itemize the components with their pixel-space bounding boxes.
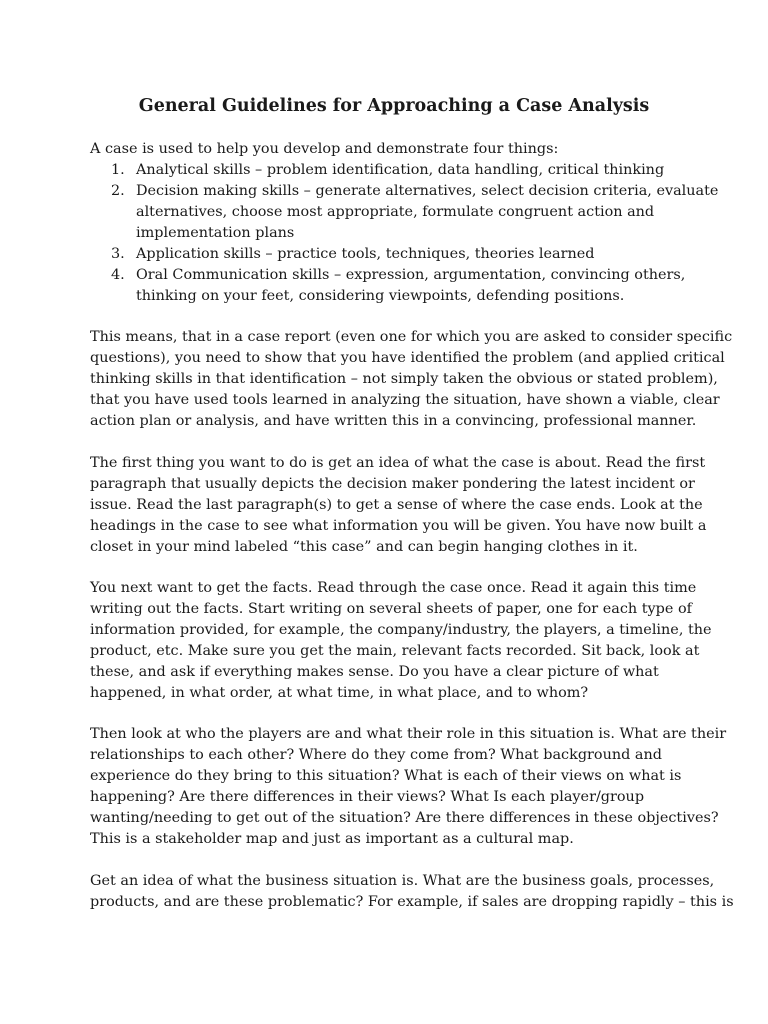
paragraph-line: Then look at who the players are and what their role in this situation is. What are their — [90, 726, 727, 742]
paragraph-get-facts — [90, 578, 712, 704]
paragraph-line: happening? Are there differences in their views? What Is each player/group — [90, 789, 645, 805]
paragraph-line: This is a stakeholder map and just as important as a cultural map. — [90, 831, 574, 847]
paragraph-line: wanting/needing to get out of the situation? Are there differences in these objectives? — [90, 810, 719, 826]
paragraph-line: thinking skills in that identification – not simply taken the obvious or stated problem), — [90, 371, 718, 387]
paragraph-line: You next want to get the facts. Read through the case once. Read it again this time — [90, 580, 697, 596]
paragraph-line: products, and are these problematic? For example, if sales are dropping rapidly – this is — [90, 894, 734, 910]
list-item — [90, 181, 719, 244]
paragraph-line: experience do they bring to this situation? What is each of their views on what is — [90, 768, 682, 784]
list-item-line: Decision making skills – generate alternatives, select decision criteria, evaluate — [136, 183, 719, 199]
list-item-line: Analytical skills – problem identification, data handling, critical thinking — [136, 162, 665, 178]
list-item-line: alternatives, choose most appropriate, formulate congruent action and — [136, 204, 655, 220]
paragraph-line: Get an idea of what the business situation is. What are the business goals, processes, — [90, 873, 715, 889]
document-title: General Guidelines for Approaching a Case Analysis — [138, 96, 650, 116]
list-number: 4. — [111, 267, 125, 283]
paragraph-line: action plan or analysis, and have written this in a convincing, professional manner. — [90, 413, 697, 429]
list-item-line: thinking on your feet, considering viewpoints, defending positions. — [136, 288, 625, 304]
paragraph-line: that you have used tools learned in analyzing the situation, have shown a viable, clear — [90, 392, 720, 408]
intro-text: A case is used to help you develop and demonstrate four things: — [90, 141, 559, 157]
list-item — [90, 244, 698, 265]
list-item-line: Application skills – practice tools, techniques, theories learned — [136, 246, 595, 262]
paragraph-line: writing out the facts. Start writing on several sheets of paper, one for each type of — [90, 601, 692, 617]
paragraph-line: happened, in what order, at what time, in what place, and to whom? — [90, 685, 589, 701]
paragraph-line: This means, that in a case report (even one for which you are asked to consider specific — [90, 329, 733, 345]
paragraph-line: The first thing you want to do is get an idea of what the case is about. Read the first — [90, 455, 706, 471]
list-item-line: Oral Communication skills – expression, argumentation, convincing others, — [136, 267, 686, 283]
list-number: 1. — [111, 162, 125, 178]
paragraph-line: issue. Read the last paragraph(s) to get a sense of where the case ends. Look at the — [90, 497, 703, 513]
list-number: 2. — [111, 183, 125, 199]
list-item — [90, 160, 698, 181]
paragraph-line: closet in your mind labeled “this case” and can begin hanging clothes in it. — [90, 539, 638, 555]
paragraph-line: paragraph that usually depicts the decision maker pondering the latest incident or — [90, 476, 695, 492]
paragraph-line: relationships to each other? Where do they come from? What background and — [90, 747, 662, 763]
paragraph-first-thing — [90, 453, 707, 558]
paragraph-business-situation — [90, 871, 734, 913]
paragraph-line: questions), you need to show that you have identified the problem (and applied critical — [90, 350, 725, 366]
paragraph-case-report — [90, 327, 733, 432]
paragraph-line: headings in the case to see what information you will be given. You have now built a — [90, 518, 707, 534]
list-item-line: implementation plans — [136, 225, 295, 241]
paragraph-line: these, and ask if everything makes sense. Do you have a clear picture of what — [90, 664, 659, 680]
paragraph-players — [90, 724, 727, 850]
paragraph-line: product, etc. Make sure you get the main, relevant facts recorded. Sit back, look at — [90, 643, 700, 659]
list-number: 3. — [111, 246, 125, 262]
paragraph-line: information provided, for example, the company/industry, the players, a timeline, the — [90, 622, 712, 638]
list-item — [90, 265, 698, 307]
skills-list — [90, 160, 719, 307]
